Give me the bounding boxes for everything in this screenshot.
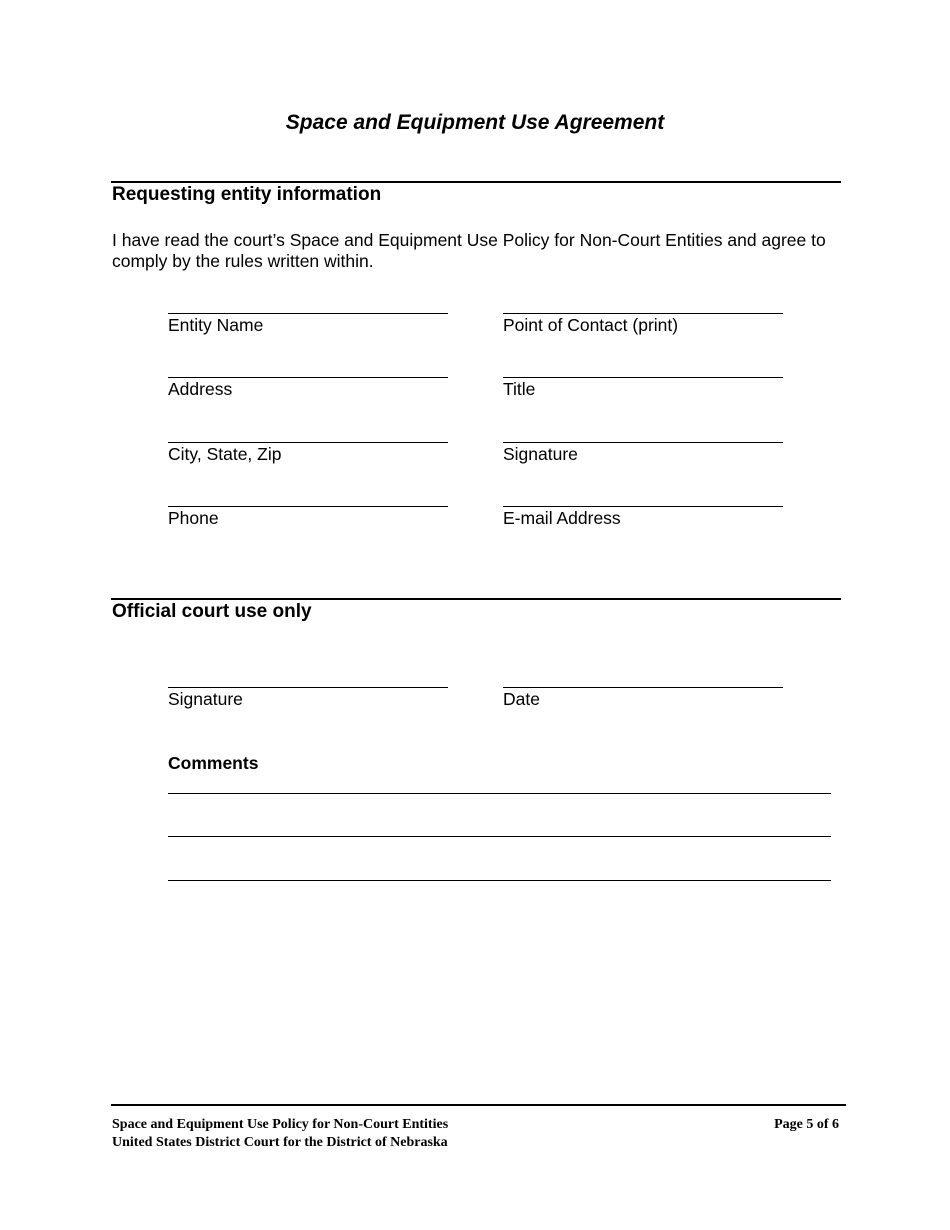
court-signature-field[interactable] — [168, 687, 448, 710]
requester-signature-field[interactable] — [503, 442, 783, 465]
phone-label: Phone — [168, 508, 219, 528]
point-of-contact-field[interactable] — [503, 313, 783, 336]
section-divider — [111, 598, 841, 600]
phone-field[interactable] — [168, 506, 448, 529]
requesting-entity-heading: Requesting entity information — [112, 184, 382, 205]
comments-line[interactable] — [168, 793, 831, 794]
email-address-blank-line[interactable] — [503, 506, 783, 507]
requester-signature-blank-line[interactable] — [503, 442, 783, 443]
title-label: Title — [503, 379, 536, 399]
date-field[interactable] — [503, 687, 783, 710]
address-field[interactable] — [168, 377, 448, 400]
title-blank-line[interactable] — [503, 377, 783, 378]
address-blank-line[interactable] — [168, 377, 448, 378]
footer-divider — [111, 1104, 846, 1106]
email-address-field[interactable] — [503, 506, 783, 529]
page-number: Page 5 of 6 — [774, 1117, 839, 1132]
date-label: Date — [503, 689, 540, 709]
point-of-contact-blank-line[interactable] — [503, 313, 783, 314]
address-label: Address — [168, 379, 233, 399]
footer-document-info — [112, 1116, 448, 1152]
official-court-use-heading: Official court use only — [112, 601, 312, 622]
city-state-zip-label: City, State, Zip — [168, 444, 282, 464]
point-of-contact-label: Point of Contact (print) — [503, 315, 679, 335]
title-field[interactable] — [503, 377, 783, 400]
court-signature-blank-line[interactable] — [168, 687, 448, 688]
court-signature-label: Signature — [168, 689, 243, 709]
agreement-statement: I have read the court’s Space and Equipment Use Policy for Non-Court Entities and agree to comply by the rules written within. — [112, 230, 826, 271]
city-state-zip-blank-line[interactable] — [168, 442, 448, 443]
phone-blank-line[interactable] — [168, 506, 448, 507]
requester-signature-label: Signature — [503, 444, 578, 464]
comments-heading: Comments — [168, 753, 259, 773]
comments-line[interactable] — [168, 880, 831, 881]
email-address-label: E-mail Address — [503, 508, 621, 528]
comments-line[interactable] — [168, 836, 831, 837]
entity-name-field[interactable] — [168, 313, 448, 336]
date-blank-line[interactable] — [503, 687, 783, 688]
city-state-zip-field[interactable] — [168, 442, 448, 465]
footer-policy-title: Space and Equipment Use Policy for Non-Court Entities — [112, 1117, 449, 1132]
section-divider — [111, 181, 841, 183]
footer-court-name: United States District Court for the District of Nebraska — [112, 1135, 448, 1150]
document-title: Space and Equipment Use Agreement — [285, 111, 665, 134]
entity-name-label: Entity Name — [168, 315, 264, 335]
entity-name-blank-line[interactable] — [168, 313, 448, 314]
